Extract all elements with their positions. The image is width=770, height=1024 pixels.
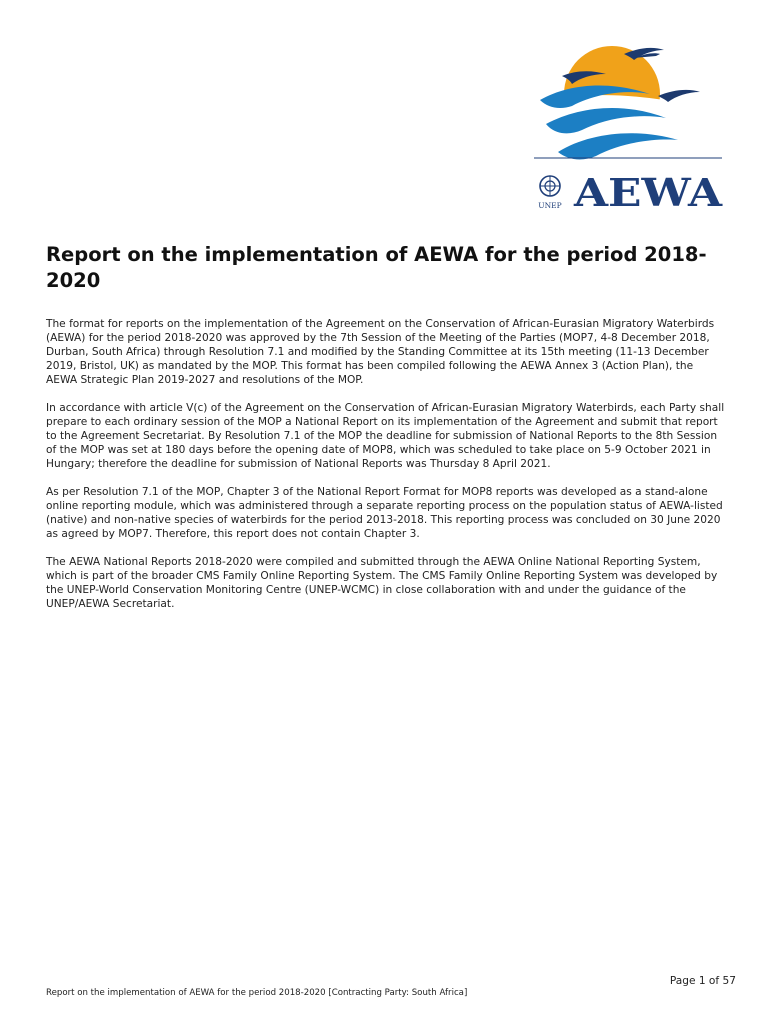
running-footer: Report on the implementation of AEWA for the period 2018-2020 [Contracting Party: South Africa] — [46, 988, 468, 998]
chapter3-paragraph: As per Resolution 7.1 of the MOP, Chapter 3 of the National Report Format for MOP8 reports was developed as a stand-alone online reporting module, which was administered through a separate reporting process on the population status of AEWA-listed (native) and non-native species of waterbirds for the period 2013-2018. This reporting process was concluded on 30 June 2020 as agreed by MOP7. Therefore, this report does not contain Chapter 3. — [46, 486, 723, 540]
unep-label: UNEP — [538, 201, 562, 210]
article-paragraph: In accordance with article V(c) of the Agreement on the Conservation of African-Eurasian Migratory Waterbirds, each Party shall prepare to each ordinary session of the MOP a National Report on its implementation of the Agreement and submit that report to the Agreement Secretariat. By Resolution 7.1 of the MOP the deadline for submission of National Reports to the 8th Session of the MOP was set at 180 days before the opening date of MOP8, which was scheduled to take place on 5-9 October 2021 in Hungary; therefore the deadline for submission of National Reports was Thursday 8 April 2021. — [46, 402, 725, 470]
aewa-logo — [528, 40, 726, 212]
intro-paragraph: The format for reports on the implementation of the Agreement on the Conservation of African-Eurasian Migratory Waterbirds (AEWA) for the period 2018-2020 was approved by the 7th Session of the Meeting of the Parties (MOP7, 4-8 December 2018, Durban, South Africa) through Resolution 7.1 and modified by the Standing Committee at its 15th meeting (11-13 December 2019, Bristol, UK) as mandated by the MOP. This format has been compiled following the AEWA Annex 3 (Action Plan), the AEWA Strategic Plan 2019-2027 and resolutions of the MOP. — [46, 318, 715, 386]
page-number: Page 1 of 57 — [669, 975, 736, 987]
document-body — [46, 317, 726, 625]
aewa-wordmark: AEWA — [572, 170, 723, 212]
aewa-emblem — [528, 40, 726, 212]
page-title: Report on the implementation of AEWA for the period 2018-2020 — [46, 243, 707, 292]
unep-emblem-icon — [540, 176, 560, 196]
system-paragraph: The AEWA National Reports 2018-2020 were compiled and submitted through the AEWA Online National Reporting System, which is part of the broader CMS Family Online Reporting System. The CMS Family Online Reporting System was developed by the UNEP-World Conservation Monitoring Centre (UNEP-WCMC) in close collaboration with and under the guidance of the UNEP/AEWA Secretariat. — [46, 556, 718, 610]
